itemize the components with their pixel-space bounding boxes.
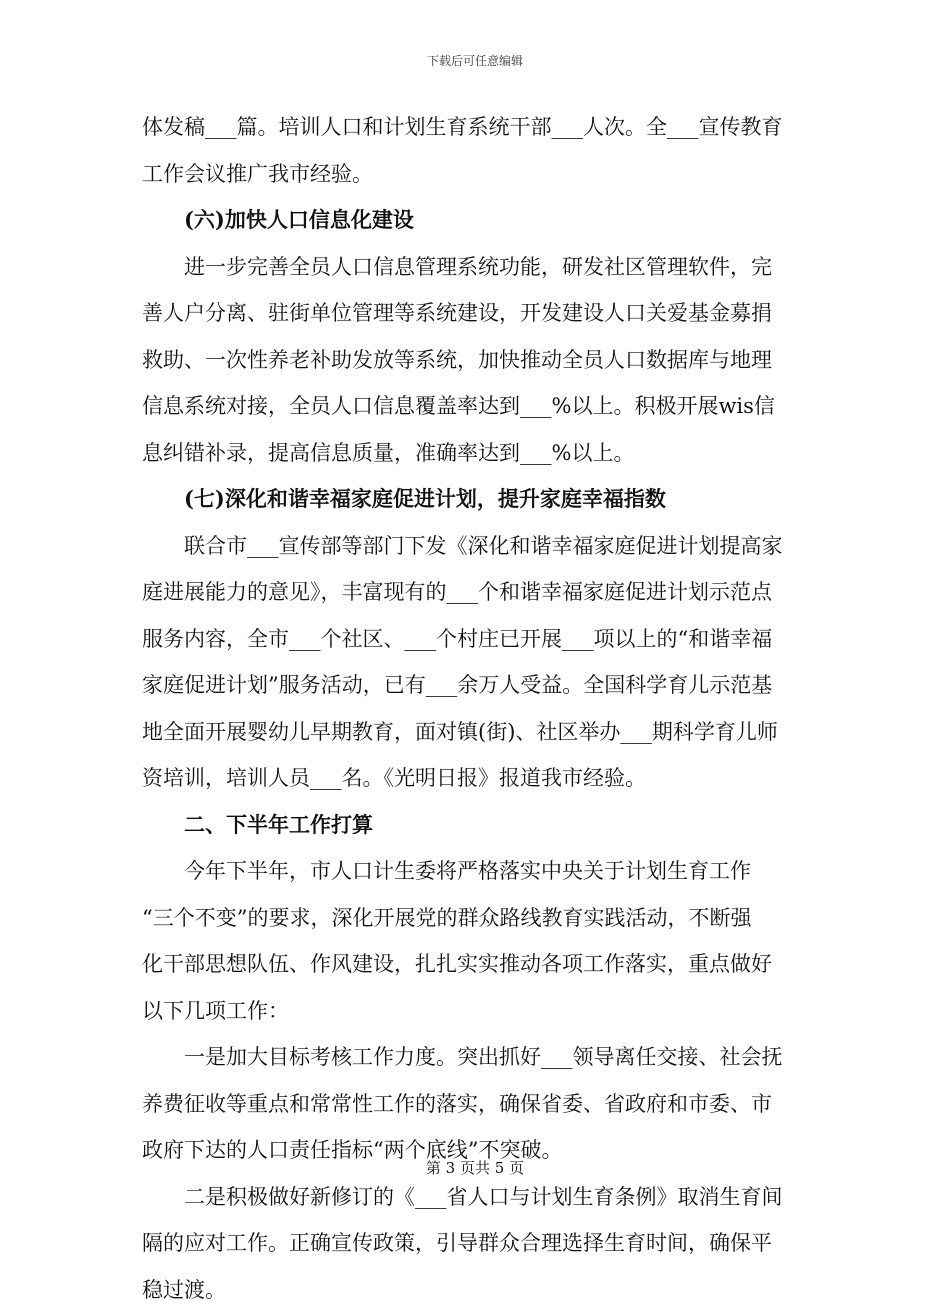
- text-line: 联合市___宣传部等部门下发《深化和谐幸福家庭促进计划提高家: [142, 523, 808, 570]
- section-heading: 二、下半年工作打算: [142, 802, 808, 849]
- text-line: 资培训，培训人员___名。《光明日报》报道我市经验。: [142, 755, 808, 802]
- text-line: 工作会议推广我市经验。: [142, 151, 808, 198]
- text-line: 息纠错补录，提高信息质量，准确率达到___%以上。: [142, 430, 808, 477]
- text-line: 进一步完善全员人口信息管理系统功能，研发社区管理软件，完: [142, 244, 808, 291]
- document-body: [142, 104, 808, 1313]
- text-line: 以下几项工作：: [142, 988, 808, 1035]
- text-line: 稳过渡。: [142, 1267, 808, 1313]
- text-line: 服务内容，全市___个社区、___个村庄已开展___项以上的“和谐幸福: [142, 616, 808, 663]
- text-line: 养费征收等重点和常常性工作的落实，确保省委、省政府和市委、市: [142, 1081, 808, 1128]
- text-line: 庭进展能力的意见》，丰富现有的___个和谐幸福家庭促进计划示范点: [142, 569, 808, 616]
- text-line: 体发稿___篇。培训人口和计划生育系统干部___人次。全___宣传教育: [142, 104, 808, 151]
- section-heading: (六)加快人口信息化建设: [142, 197, 808, 244]
- text-line: 信息系统对接，全员人口信息覆盖率达到___%以上。积极开展wis信: [142, 383, 808, 430]
- text-line: 今年下半年，市人口计生委将严格落实中央关于计划生育工作: [142, 848, 808, 895]
- text-line: 一是加大目标考核工作力度。突出抓好___领导离任交接、社会抚: [142, 1034, 808, 1081]
- text-line: 地全面开展婴幼儿早期教育，面对镇(街)、社区举办___期科学育儿师: [142, 709, 808, 756]
- text-line: 政府下达的人口责任指标“两个底线”不突破。: [142, 1127, 808, 1174]
- text-line: 隔的应对工作。正确宣传政策，引导群众合理选择生育时间，确保平: [142, 1220, 808, 1267]
- text-line: “三个不变”的要求，深化开展党的群众路线教育实践活动，不断强: [142, 895, 808, 942]
- section-heading: (七)深化和谐幸福家庭促进计划，提升家庭幸福指数: [142, 476, 808, 523]
- text-line: 救助、一次性养老补助发放等系统，加快推动全员人口数据库与地理: [142, 337, 808, 384]
- page-header: 下载后可任意编辑: [0, 53, 950, 69]
- text-line: 善人户分离、驻街单位管理等系统建设，开发建设人口关爱基金募捐: [142, 290, 808, 337]
- text-line: 家庭促进计划”服务活动，已有___余万人受益。全国科学育儿示范基: [142, 662, 808, 709]
- text-line: 化干部思想队伍、作风建设，扎扎实实推动各项工作落实，重点做好: [142, 941, 808, 988]
- text-line: 二是积极做好新修订的《___省人口与计划生育条例》取消生育间: [142, 1174, 808, 1221]
- page-footer: 第 3 页共 5 页: [0, 1158, 950, 1178]
